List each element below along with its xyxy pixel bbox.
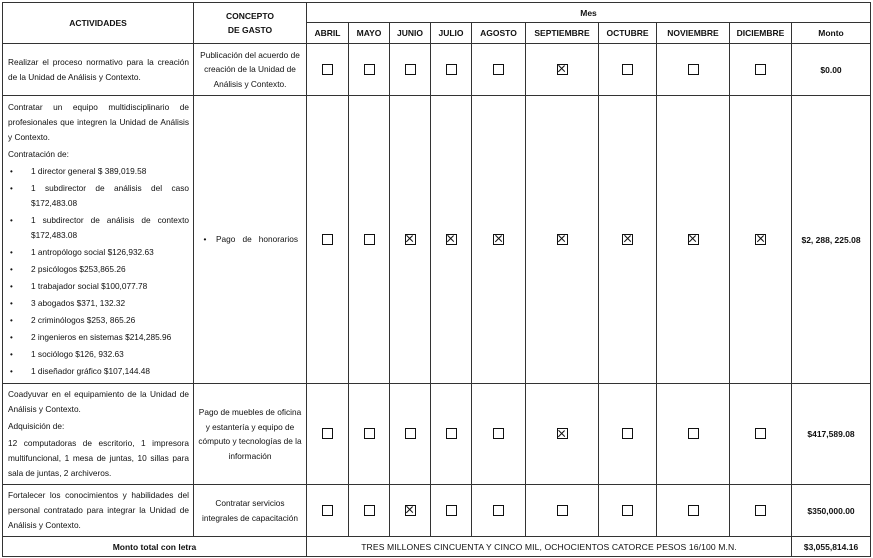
concept-bullet: • — [203, 234, 207, 245]
header-month: JUNIO — [390, 23, 431, 44]
activity-extra: 12 computadoras de escritorio, 1 impresora multifuncional, 1 mesa de juntas, 10 sillas para sala de juntas, 2 archiveros. — [8, 438, 189, 478]
amount-cell: $417,589.08 — [792, 384, 871, 485]
activity-cell — [3, 485, 194, 537]
amount-cell: $2, 288, 225.08 — [792, 96, 871, 384]
total-row — [3, 537, 871, 557]
month-cell — [730, 96, 792, 384]
empty-box-icon[interactable] — [405, 64, 416, 75]
activity-list-item: • 1 diseñador gráfico $107,144.48 — [8, 364, 189, 379]
empty-box-icon[interactable] — [322, 234, 333, 245]
empty-box-icon[interactable] — [364, 64, 375, 75]
month-cell — [307, 44, 349, 96]
activity-list-item: • 2 psicólogos $253,865.26 — [8, 262, 189, 277]
header-row-top — [3, 3, 871, 23]
empty-box-icon[interactable] — [446, 64, 457, 75]
month-cell — [730, 44, 792, 96]
empty-box-icon[interactable] — [557, 505, 568, 516]
activity-cell — [3, 384, 194, 485]
table-row — [3, 485, 871, 537]
activity-text: Fortalecer los conocimientos y habilidades del personal contratado para integrar la Unidad de Análisis y Contexto. — [8, 490, 189, 530]
concept-cell: Publicación del acuerdo de creación de la Unidad de Análisis y Contexto. — [194, 44, 307, 96]
activity-text: Coadyuvar en el equipamiento de la Unidad de Análisis y Contexto. — [8, 389, 189, 414]
empty-box-icon[interactable] — [364, 428, 375, 439]
month-cell — [431, 44, 472, 96]
month-cell — [657, 96, 730, 384]
month-cell — [349, 485, 390, 537]
header-concepto — [194, 3, 307, 44]
month-cell — [599, 485, 657, 537]
month-cell — [390, 485, 431, 537]
month-cell — [431, 96, 472, 384]
header-month: ABRIL — [307, 23, 349, 44]
empty-box-icon[interactable] — [622, 505, 633, 516]
amount-cell: $350,000.00 — [792, 485, 871, 537]
concept-cell — [194, 96, 307, 384]
activity-cell — [3, 96, 194, 384]
empty-box-icon[interactable] — [755, 64, 766, 75]
activity-list-item: • 2 ingenieros en sistemas $214,285.96 — [8, 330, 189, 345]
checked-box-icon[interactable] — [557, 428, 568, 439]
activity-cell — [3, 44, 194, 96]
amount-cell: $0.00 — [792, 44, 871, 96]
month-cell — [472, 384, 526, 485]
month-cell — [526, 485, 599, 537]
empty-box-icon[interactable] — [622, 428, 633, 439]
month-cell — [599, 96, 657, 384]
concept-cell: Contratar servicios integrales de capacitación — [194, 485, 307, 537]
activity-list-item: • 3 abogados $371, 132.32 — [8, 296, 189, 311]
month-cell — [657, 44, 730, 96]
empty-box-icon[interactable] — [322, 64, 333, 75]
month-cell — [657, 485, 730, 537]
empty-box-icon[interactable] — [493, 64, 504, 75]
month-cell — [526, 96, 599, 384]
activity-list — [8, 164, 189, 379]
header-concepto-line2: DE GASTO — [227, 25, 273, 35]
month-cell — [431, 384, 472, 485]
header-month: MAYO — [349, 23, 390, 44]
header-month: JULIO — [431, 23, 472, 44]
activity-list-item: • 1 subdirector de análisis de contexto $172,483.08 — [8, 213, 189, 243]
concept-text: Pago de honorarios — [216, 234, 298, 245]
checked-box-icon[interactable] — [405, 234, 416, 245]
header-month: OCTUBRE — [599, 23, 657, 44]
concept-cell: Pago de muebles de oficina y estantería y equipo de cómputo y tecnologías de la información — [194, 384, 307, 485]
activity-list-item: • 1 antropólogo social $126,932.63 — [8, 245, 189, 260]
month-cell — [526, 44, 599, 96]
month-cell — [349, 96, 390, 384]
table-row — [3, 96, 871, 384]
empty-box-icon[interactable] — [622, 64, 633, 75]
checked-box-icon[interactable] — [755, 234, 766, 245]
activity-subtitle: Contratación de: — [8, 149, 69, 159]
empty-box-icon[interactable] — [405, 428, 416, 439]
header-concepto-line1: CONCEPTO — [225, 11, 275, 21]
month-cell — [657, 384, 730, 485]
month-cell — [472, 44, 526, 96]
month-cell — [730, 384, 792, 485]
empty-box-icon[interactable] — [755, 505, 766, 516]
header-month: NOVIEMBRE — [657, 23, 730, 44]
activity-list-item: • 1 subdirector de análisis del caso $172,483.08 — [8, 181, 189, 211]
empty-box-icon[interactable] — [688, 428, 699, 439]
header-month: SEPTIEMBRE — [526, 23, 599, 44]
month-cell — [307, 384, 349, 485]
empty-box-icon[interactable] — [493, 428, 504, 439]
month-cell — [307, 485, 349, 537]
checked-box-icon[interactable] — [622, 234, 633, 245]
month-cell — [307, 96, 349, 384]
month-cell — [349, 384, 390, 485]
table-row — [3, 44, 871, 96]
header-monto: Monto — [792, 23, 871, 44]
header-mes: Mes — [307, 3, 871, 23]
header-month: AGOSTO — [472, 23, 526, 44]
empty-box-icon[interactable] — [446, 428, 457, 439]
month-cell — [472, 96, 526, 384]
month-cell — [390, 96, 431, 384]
checked-box-icon[interactable] — [557, 234, 568, 245]
month-cell — [599, 384, 657, 485]
month-cell — [390, 384, 431, 485]
empty-box-icon[interactable] — [688, 505, 699, 516]
checked-box-icon[interactable] — [688, 234, 699, 245]
header-actividades: ACTIVIDADES — [3, 3, 194, 44]
activity-list-item: • 1 director general $ 389,019.58 — [8, 164, 189, 179]
budget-schedule-table — [2, 2, 871, 557]
checked-box-icon[interactable] — [557, 64, 568, 75]
table-row — [3, 384, 871, 485]
activity-subtitle: Adquisición de: — [8, 421, 65, 431]
total-in-words: TRES MILLONES CINCUENTA Y CINCO MIL, OCHOCIENTOS CATORCE PESOS 16/100 M.N. — [307, 537, 792, 557]
activity-list-item: • 1 trabajador social $100,077.78 — [8, 279, 189, 294]
month-cell — [349, 44, 390, 96]
month-cell — [390, 44, 431, 96]
header-month: DICIEMBRE — [730, 23, 792, 44]
month-cell — [472, 485, 526, 537]
empty-box-icon[interactable] — [688, 64, 699, 75]
checked-box-icon[interactable] — [493, 234, 504, 245]
checked-box-icon[interactable] — [446, 234, 457, 245]
empty-box-icon[interactable] — [322, 505, 333, 516]
month-cell — [599, 44, 657, 96]
empty-box-icon[interactable] — [493, 505, 504, 516]
empty-box-icon[interactable] — [446, 505, 457, 516]
activity-text: Contratar un equipo multidisciplinario de profesionales que integren la Unidad de Análisis y Contexto. — [8, 102, 189, 142]
total-amount: $3,055,814.16 — [792, 537, 871, 557]
activity-list-item: • 2 criminólogos $253, 865.26 — [8, 313, 189, 328]
month-cell — [526, 384, 599, 485]
empty-box-icon[interactable] — [322, 428, 333, 439]
empty-box-icon[interactable] — [364, 505, 375, 516]
total-label: Monto total con letra — [3, 537, 307, 557]
empty-box-icon[interactable] — [755, 428, 766, 439]
month-cell — [431, 485, 472, 537]
checked-box-icon[interactable] — [405, 505, 416, 516]
month-cell — [730, 485, 792, 537]
empty-box-icon[interactable] — [364, 234, 375, 245]
activity-list-item: • 1 sociólogo $126, 932.63 — [8, 347, 189, 362]
activity-text: Realizar el proceso normativo para la creación de la Unidad de Análisis y Contexto. — [8, 56, 189, 82]
